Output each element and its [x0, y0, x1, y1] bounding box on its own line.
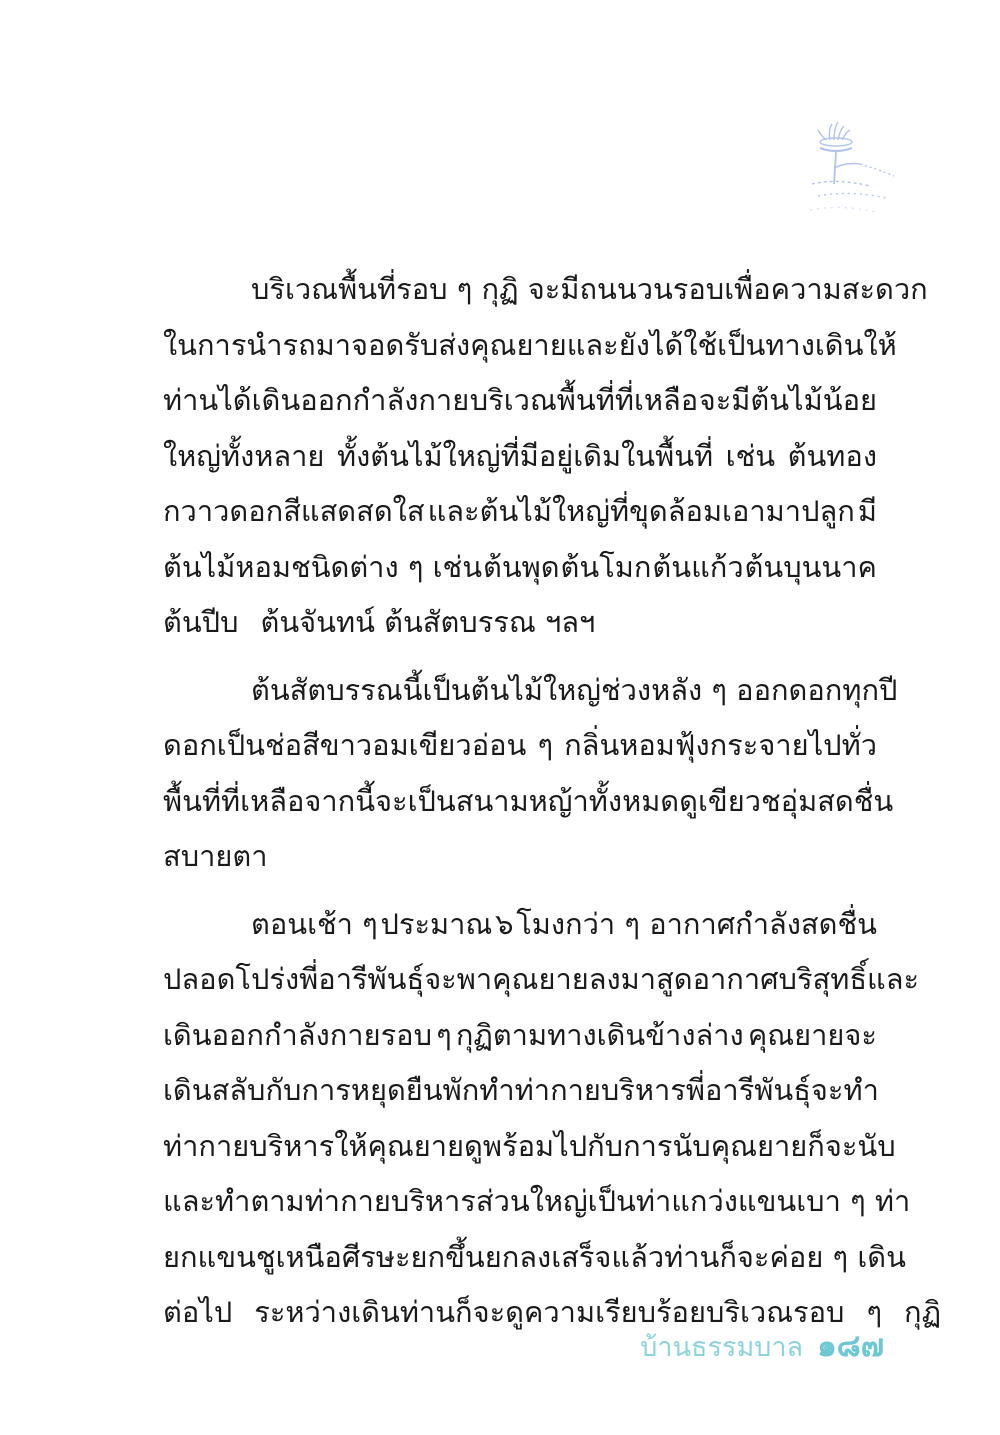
text-segment: ต้นพุด — [483, 549, 560, 584]
text-segment: ช่วงหลัง ๆ ออกดอกทุกปี — [600, 672, 898, 707]
text-segment: ดอกเป็นช่อสีขาวอมเขียวอ่อน — [163, 728, 527, 762]
text-line — [163, 262, 928, 318]
text-segment: ต้นสัตบรรณนี้เป็นต้นไม้ใหญ่ — [251, 672, 601, 707]
text-segment: ทั้งต้นไม้ใหญ่ที่มีอยู่เดิมในพื้นที่ — [336, 438, 714, 473]
text-segment: ๆ — [537, 728, 554, 762]
text-segment: ต้นทอง — [787, 438, 877, 473]
text-segment: ระหว่างเดินท่านก็จะดูความเรียบร้อยบริเวณรอบ — [254, 1295, 845, 1329]
text-segment: ต้นแก้ว — [652, 549, 744, 584]
text-segment: คุณยายก็จะนับ — [710, 1128, 896, 1163]
text-segment: ต้นไม้หอมชนิดต่าง ๆ เช่น — [163, 549, 483, 584]
text-segment: ดูเขียวชอุ่ม — [679, 783, 818, 818]
text-segment: เช่น — [725, 438, 776, 473]
text-line — [163, 540, 877, 596]
paragraph — [163, 262, 928, 651]
text-line — [163, 1008, 877, 1064]
text-line — [163, 774, 894, 830]
body-text — [163, 262, 942, 1353]
text-segment: เดินสลับกับการหยุดยืนพักทำท่ากายบริหาร — [163, 1073, 686, 1107]
text-segment: กวาวดอกสีแสดสดใส — [163, 494, 425, 528]
text-segment: กุฏิ — [904, 1295, 942, 1329]
text-segment: บริเวณพื้นที่ที่เหลือ — [469, 383, 699, 417]
text-line — [163, 484, 877, 540]
text-segment: ๆ — [436, 1017, 452, 1052]
text-line — [163, 1230, 906, 1286]
text-line — [163, 1119, 896, 1175]
text-segment: ต้นจันทน์ ต้นสัตบรรณ ฯลฯ — [260, 605, 596, 639]
text-line — [163, 718, 877, 774]
text-segment: และทำตาม — [163, 1184, 305, 1218]
text-segment: ต้นปีบ — [163, 605, 239, 639]
text-segment: เสร็จแล้วท่านก็จะค่อย ๆ เดิน — [551, 1239, 906, 1274]
text-segment: คุณยายจะ — [747, 1017, 877, 1052]
text-segment: ท่ากายบริหารส่วนใหญ่เป็นท่าแกว่งแขนเบา ๆ ท่า — [304, 1184, 911, 1218]
text-segment: ยกขึ้นยกลง — [410, 1239, 552, 1274]
text-segment: ต้นโมก — [560, 549, 652, 584]
text-segment: ๖ — [495, 906, 514, 941]
text-segment: ปลอดโปร่ง — [163, 962, 300, 996]
text-segment: ประมาณ — [380, 906, 493, 941]
page-footer — [640, 1320, 884, 1364]
paragraph — [163, 663, 898, 885]
text-line — [163, 952, 920, 1008]
text-segment: เพื่อความสะดวก — [724, 272, 928, 306]
paragraph — [163, 897, 942, 1341]
text-segment: ใหญ่ทั้งหลาย — [163, 438, 325, 473]
text-line — [163, 663, 898, 719]
text-segment: ท่ากายบริหารให้คุณยายดูพร้อมไปกับการนับ — [163, 1128, 711, 1163]
text-line — [163, 429, 877, 485]
text-segment: บริเวณพื้นที่รอบ ๆ กุฏิ จะมีถนนวนรอบ — [251, 272, 725, 306]
text-segment: ในการนำรถมาจอดรับส่งคุณยาย — [163, 327, 567, 362]
text-segment: ตอนเช้า ๆ — [251, 906, 378, 941]
text-segment: เดินออกกำลังกายรอบ — [163, 1017, 432, 1052]
text-segment: ท่านได้เดินออกกำลังกาย — [163, 383, 470, 417]
text-segment: จะมีต้นไม้น้อย — [698, 383, 877, 417]
text-segment: มี — [857, 494, 877, 528]
text-segment: สดชื่น — [817, 783, 894, 818]
text-segment: และต้นไม้ใหญ่ที่ขุดล้อมเอามาปลูก — [427, 494, 855, 528]
text-line — [163, 829, 877, 885]
page-number: ๑๘๗ — [817, 1328, 884, 1364]
text-segment: ยกแขนชูเหนือศีรษะ — [163, 1239, 411, 1274]
text-segment: โมงกว่า ๆ อากาศกำลังสดชื่น — [516, 906, 877, 941]
text-segment: ๆ — [866, 1295, 883, 1329]
text-line — [163, 318, 897, 374]
text-line — [163, 897, 877, 953]
text-segment: กลิ่นหอมฟุ้งกระจายไปทั่ว — [564, 728, 877, 762]
text-segment: พี่อารีพันธุ์จะพาคุณยายลงมาสูดอากาศบริสุทธิ์และ — [299, 962, 920, 996]
text-segment: กุฏิตามทางเดินข้างล่าง — [455, 1017, 744, 1052]
text-segment: และยังได้ใช้เป็นทางเดินให้ — [566, 327, 897, 362]
text-line — [163, 1174, 911, 1230]
text-line — [163, 1063, 877, 1119]
text-line — [163, 595, 877, 651]
text-segment: พี่อารีพันธุ์จะทำ — [685, 1073, 879, 1107]
text-segment: ต้นบุนนาค — [744, 549, 877, 584]
text-segment: ต่อไป — [163, 1295, 233, 1329]
text-segment: พื้นที่ที่เหลือจากนี้จะเป็นสนามหญ้าทั้งหมด — [163, 783, 680, 818]
text-line — [163, 373, 877, 429]
book-title: บ้านธรรมบาล — [640, 1332, 804, 1363]
text-segment: สบายตา — [163, 839, 268, 873]
lotus-flower-icon — [790, 118, 900, 228]
